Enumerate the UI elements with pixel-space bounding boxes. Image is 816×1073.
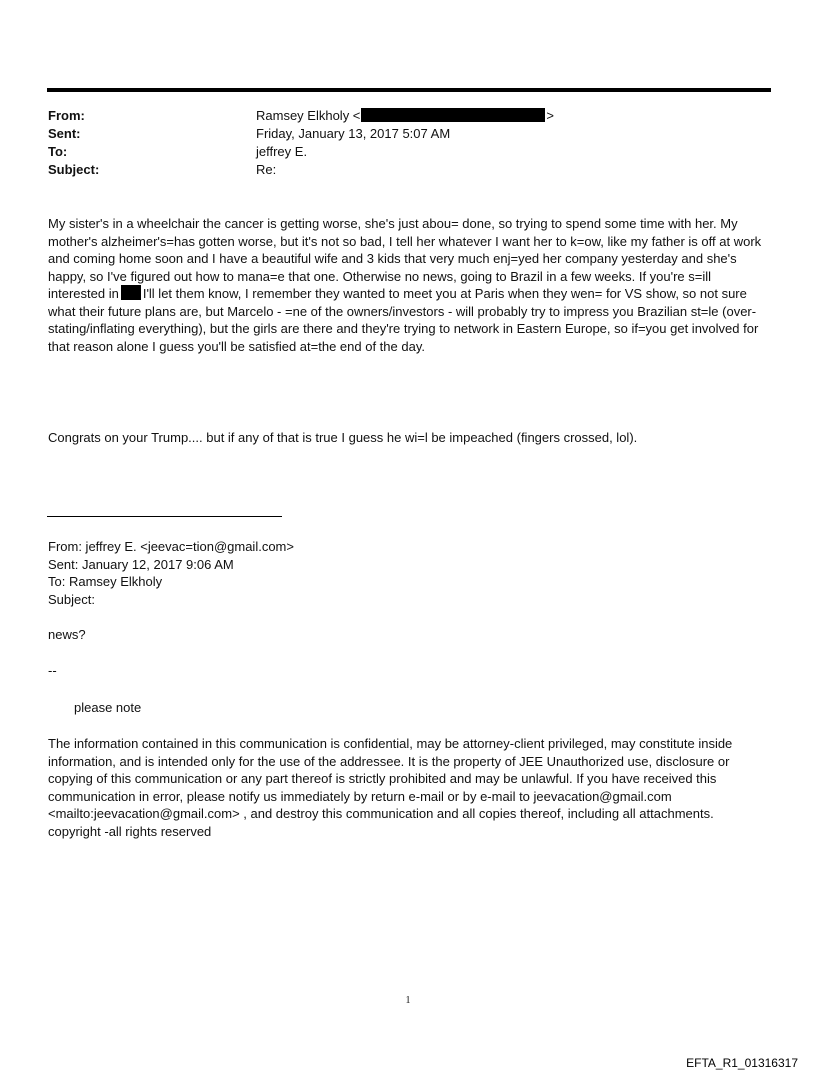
- please-note: please note: [74, 700, 142, 715]
- congrats-line: Congrats on your Trump.... but if any of that is true I guess he wi=l be impeached (fingers crossed, lol).: [48, 430, 638, 445]
- email-header: [48, 107, 768, 179]
- sent-value: Friday, January 13, 2017 5:07 AM: [256, 126, 451, 141]
- body-text-1: My sister's in a wheelchair the cancer is getting worse, she's just abou= done, so trying to spend some time with her. My mother's alzheimer's=has gotten worse, but it's not so bad, I tell her whatever I want her to k=ow, like my father is off at work and coming home soon and I have a beautiful wife and 3 kids that very much enj=yed her company yesterday and she's happy, so I've figured out how to mana=e that one. Otherwise no news, going to Brazil in a few weeks. If you're s=ill interested in: [48, 216, 762, 301]
- sent-label: Sent:: [48, 126, 81, 141]
- legal-disclaimer: The information contained in this communication is confidential, may be attorney-client privileged, may constitute inside information, and is intended only for the use of the addressee. It is the property of JEE Unauthorized use, disclosure or copying of this communication or any part thereof is strictly prohibited and may be unlawful. If you have received this communication in error, please notify us immediately by return e-mail or by e-mail to jeevacation@gmail.com <mailto:jeevacation@gmail.com> , and destroy this communication and all copies thereof, including all attachments. copyright -all rights reserved: [48, 736, 733, 839]
- quoted-to: To: Ramsey Elkholy: [48, 574, 163, 589]
- header-rule: [47, 88, 771, 92]
- quote-separator: [47, 516, 282, 517]
- quoted-subject: Subject:: [48, 591, 95, 607]
- to-row: [48, 143, 768, 161]
- from-close: >: [546, 108, 554, 123]
- signature-dashes: --: [48, 663, 57, 678]
- from-label: From:: [48, 108, 85, 123]
- subject-label: Subject:: [48, 162, 100, 177]
- quoted-sent: Sent: January 12, 2017 9:06 AM: [48, 556, 234, 572]
- sent-row: [48, 125, 768, 143]
- redaction-block: [121, 285, 141, 300]
- subject-value: Re:: [256, 162, 277, 177]
- from-name: Ramsey Elkholy <: [256, 108, 361, 123]
- document-id: EFTA_R1_01316317: [686, 1056, 798, 1070]
- body-text-2: I'll let them know, I remember they wanted to meet you at Paris when they wen= for VS show, so not sure what their future plans are, but Marcelo - =ne of the owners/investors - will probably try to impress you Brazilian st=le (over-stating/inflating everything), but the girls are there and they're trying to network in Eastern Europe, so if=you get involved for that reason alone I guess you'll be satisfied at=the end of the day.: [48, 286, 759, 354]
- to-value: jeffrey E.: [256, 144, 308, 159]
- subject-row: [48, 161, 768, 179]
- quoted-from: From: jeffrey E. <jeevac=tion@gmail.com>: [48, 539, 294, 554]
- from-row: [48, 107, 768, 125]
- from-value: [256, 107, 768, 125]
- quoted-body: news?: [48, 627, 86, 642]
- to-label: To:: [48, 144, 68, 159]
- redaction-block: [361, 108, 545, 122]
- quoted-header: [48, 538, 770, 608]
- message-body: [48, 215, 770, 355]
- page-number: 1: [405, 995, 411, 1006]
